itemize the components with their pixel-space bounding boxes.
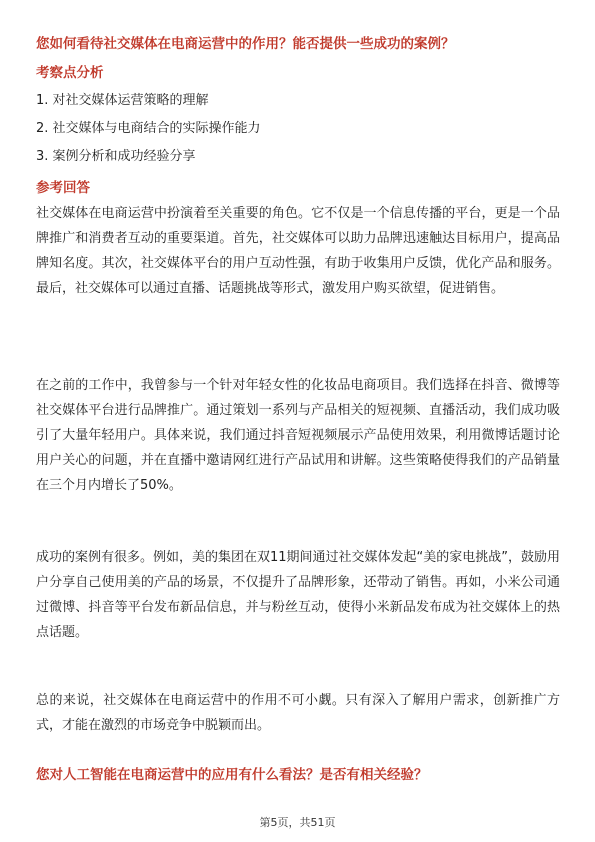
analysis-point: 1. 对社交媒体运营策略的理解	[36, 93, 209, 108]
page-footer: 第5页，共51页	[259, 816, 336, 829]
analysis-heading: 考察点分析	[36, 65, 104, 81]
answer-paragraph: 成功的案例有很多。例如，美的集团在双11期间通过社交媒体发起“美的家电挑战”，鼓励用户分享自己使用美的产品的场景，不仅提升了品牌形象，还带动了销售。再如，小米公司通过微博、抖音等平台发布新品信息，并与粉丝互动，使得小米新品发布成为社交媒体上的热点话题。	[36, 550, 561, 640]
answer-heading: 参考回答	[36, 180, 90, 196]
analysis-point: 2. 社交媒体与电商结合的实际操作能力	[36, 121, 261, 136]
analysis-point: 3. 案例分析和成功经验分享	[36, 149, 196, 164]
answer-paragraph: 在之前的工作中，我曾参与一个针对年轻女性的化妆品电商项目。我们选择在抖音、微博等社交媒体平台进行品牌推广。通过策划一系列与产品相关的短视频、直播活动，我们成功吸引了大量年轻用户。具体来说，我们通过抖音短视频展示产品使用效果，利用微博话题讨论用户关心的问题，并在直播中邀请网红进行产品试用和讲解。这些策略使得我们的产品销量在三个月内增长了50%。	[36, 378, 560, 493]
question-heading: 您如何看待社交媒体在电商运营中的作用？能否提供一些成功的案例？	[36, 36, 455, 52]
answer-paragraph: 总的来说，社交媒体在电商运营中的作用不可小觑。只有深入了解用户需求，创新推广方式，才能在激烈的市场竞争中脱颖而出。	[36, 693, 560, 733]
question-heading: 您对人工智能在电商运营中的应用有什么看法？是否有相关经验？	[36, 767, 428, 783]
answer-paragraph: 社交媒体在电商运营中扮演着至关重要的角色。它不仅是一个信息传播的平台，更是一个品牌推广和消费者互动的重要渠道。首先，社交媒体可以助力品牌迅速触达目标用户，提高品牌知名度。其次，社交媒体平台的用户互动性强，有助于收集用户反馈，优化产品和服务。最后，社交媒体可以通过直播、话题挑战等形式，激发用户购买欲望，促进销售。	[36, 206, 560, 296]
